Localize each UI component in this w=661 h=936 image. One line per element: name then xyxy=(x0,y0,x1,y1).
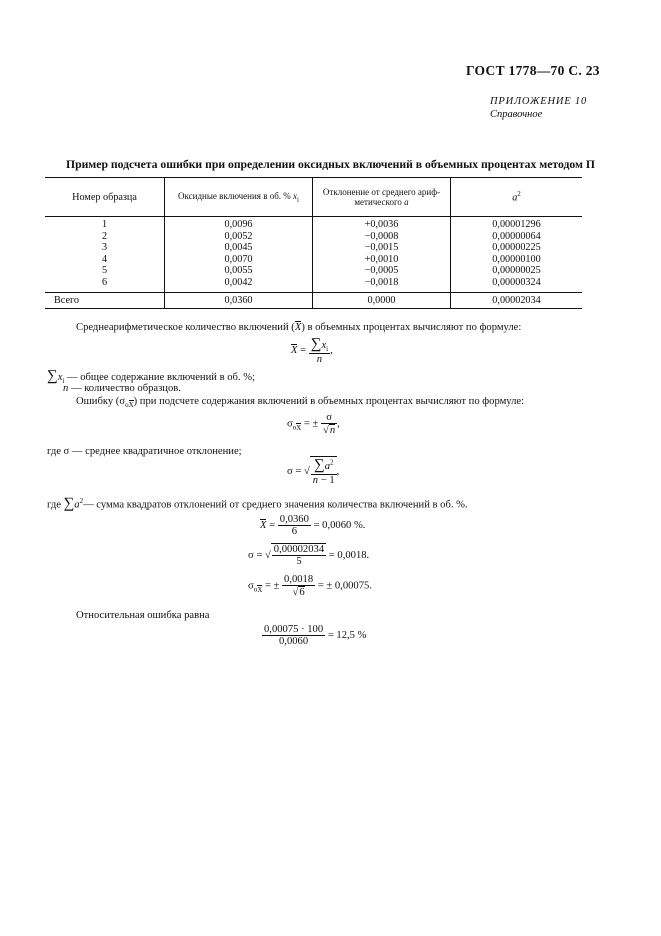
table-row xyxy=(45,242,582,254)
data-table xyxy=(45,177,582,309)
cell-total-label: Всего xyxy=(45,293,165,309)
appendix-title: ПРИЛОЖЕНИЕ 10 xyxy=(490,96,588,107)
formula-error: $\sigma_{oX}$ = ± $\frac{\sigma}{√n}$ , xyxy=(287,412,340,436)
cell-sample-number: 5 xyxy=(101,265,108,276)
calc-sigma: σ = √ $\frac{0,00002034}{5}$ = 0,0018. xyxy=(248,544,370,567)
table-row xyxy=(45,254,582,266)
header-a-squared: $a^2$ xyxy=(451,178,583,217)
table-header-row xyxy=(45,178,582,217)
cell-oxide-value: 0,0055 xyxy=(165,265,313,277)
cell-a-squared: 0,00000324 xyxy=(451,277,583,293)
relative-error-label: Относительная ошибка равна xyxy=(76,610,210,621)
cell-deviation: +0,0010 xyxy=(313,254,451,266)
definition-sum-squares: где $\sum a^2—$ сумма квадратов отклонений от среднего значения количества включений в об. %. xyxy=(47,495,468,512)
cell-sample-number: 3 xyxy=(101,242,108,253)
table-row xyxy=(45,217,582,231)
cell-oxide-value: 0,0070 xyxy=(165,254,313,266)
cell-oxide-value: 0,0042 xyxy=(165,277,313,293)
definition-sum: $\sum x_i$ — общее содержание включений в об. %; xyxy=(47,368,255,386)
table-row xyxy=(45,231,582,243)
cell-sample-number: 2 xyxy=(101,230,108,242)
definition-n: n — количество образцов. xyxy=(63,383,181,394)
cell-oxide-value: 0,0045 xyxy=(165,242,313,254)
cell-deviation: −0,0015 xyxy=(313,242,451,254)
cell-a-squared: 0,00000100 xyxy=(451,254,583,266)
cell-total-a-squared: 0,00002034 xyxy=(451,293,583,309)
cell-sample-number: 6 xyxy=(101,276,108,288)
cell-deviation: −0,0008 xyxy=(313,231,451,243)
table-caption: Пример подсчета ошибки при определении оксидных включений в объемных процентах методом П xyxy=(65,158,595,171)
cell-deviation: −0,0018 xyxy=(313,277,451,293)
document-header: ГОСТ 1778—70 С. 23 xyxy=(466,63,600,78)
paragraph-error-intro: Ошибку $(\sigma_{oX})$ при подсчете содержания включений в объемных процентах вычисляют по формуле: xyxy=(76,396,525,410)
cell-sample-number: 4 xyxy=(101,253,108,265)
cell-a-squared: 0,00000064 xyxy=(451,231,583,243)
table-row xyxy=(45,265,582,277)
cell-deviation: −0,0005 xyxy=(313,265,451,277)
appendix-label xyxy=(490,95,587,121)
definition-sigma: где σ — среднее квадратичное отклонение; xyxy=(47,446,242,457)
cell-oxide-value: 0,0052 xyxy=(165,231,313,243)
cell-oxide-value: 0,0096 xyxy=(165,217,313,231)
cell-total-oxide: 0,0360 xyxy=(165,293,313,309)
paragraph-mean-intro: Среднеарифметическое количество включений (X) в объемных процентах вычисляют по формуле: xyxy=(76,322,522,333)
calc-mean: X = $\frac{0,0360}{6}$ = 0,0060 %. xyxy=(260,514,366,537)
cell-a-squared: 0,00001296 xyxy=(451,217,583,231)
table-row xyxy=(45,277,582,293)
cell-a-squared: 0,00000225 xyxy=(451,242,583,254)
cell-total-deviation: 0,0000 xyxy=(313,293,451,309)
cell-sample-number: 1 xyxy=(101,219,108,230)
formula-sigma: σ = √ $\frac{\sum a^2}{n - 1}$ , xyxy=(287,457,340,486)
header-deviation: Отклонение от среднего ариф- метического a xyxy=(313,178,451,217)
calc-error: $\sigma_{oX}$ = ± $\frac{0,0018}{√6}$ = ± 0,00075. xyxy=(248,574,372,598)
table-total-row xyxy=(45,293,582,309)
calc-relative-error: $\frac{0,00075 \cdot 100}{0,0060}$ = 12,5 % xyxy=(264,624,367,647)
cell-deviation: +0,0036 xyxy=(313,217,451,231)
header-oxide-inclusions: Оксидные включения в об. % $x_i$ xyxy=(165,178,313,217)
formula-mean: X = $\frac{\sum x_i}{n}$ , xyxy=(291,336,333,366)
cell-a-squared: 0,00000025 xyxy=(451,265,583,277)
header-sample-number: Номер образца xyxy=(45,178,165,217)
appendix-subtitle: Справочное xyxy=(490,109,543,120)
